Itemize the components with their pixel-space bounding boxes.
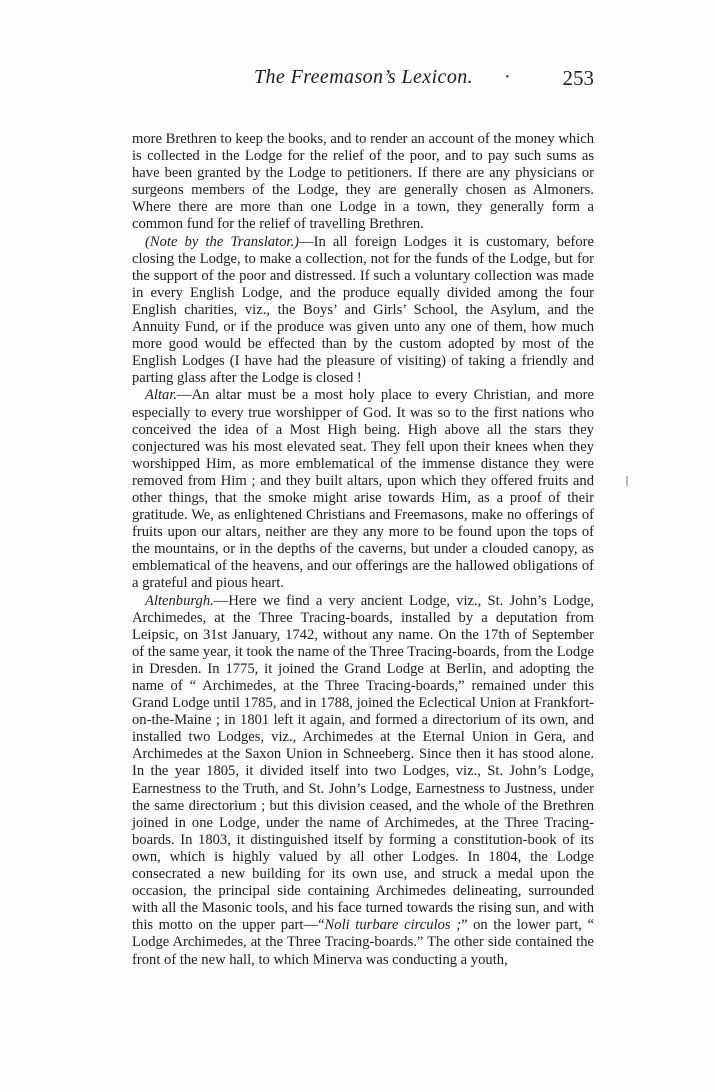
- paragraph-translator-note: [132, 234, 594, 388]
- entry-heading-altar: Altar.: [145, 387, 178, 404]
- page-number: 253: [562, 66, 594, 90]
- translator-note-lead: (Note by the Translator.): [145, 233, 299, 250]
- paragraph-text: —Here we find a very ancient Lodge, viz., St. John’s Lodge, Archimedes, at the Three Tracing-boards, installed by a deputation from Leipsic, on 31st January, 1742, without any name. On the 17th of September of the same year, it took the name of the Three Tracing-boards, from the Lodge in Dresden. In 1775, it joined the Grand Lodge at Berlin, and adopting the name of “ Archimedes, at the Three Tracing-boards,” remained under this Grand Lodge until 1785, and in 1788, joined the Eclectical Union at Frankfort-on-the-Maine ; in 1801 left it again, and formed a directorium of its own, and installed two Lodges, viz., Archimedes at the Eternal Union in Gera, and Archimedes at the Saxon Union in Schneeberg. Since then it has stood alone. In the year 1805, it divided itself into two Lodges, viz., St. John’s Lodge, Earnestness to the Truth, and St. John’s Lodge, Earnestness to Justness, under the same directorium ; but this division ceased, and the whole of the Brethren joined in one Lodge, under the name of Archimedes, at the Three Tracing-boards. In 1803, it distinguished itself by forming a constitution-book of its own, which is highly valued by all other Lodges. In 1804, the Lodge consecrated a new building for its own use, and struck a medal upon the occasion, the principal side containing Archimedes delineating, surrounded with all the Masonic tools, and his face turned towards the rising sun, and with this motto on the upper part—“: [132, 592, 594, 934]
- paragraph-text: ” on the lower part, “ Lodge Archimedes, at the Three Tracing-boards.” The other side contained the front of the new hall, to which Minerva was conducting a youth,: [132, 917, 594, 968]
- entry-altar: [132, 387, 594, 592]
- latin-motto: Noli turbare circulos ;: [324, 917, 462, 934]
- paragraph-almoners-continued: [132, 131, 594, 234]
- running-title: The Freemason’s Lexicon.: [254, 66, 474, 88]
- paragraph-text: more Brethren to keep the books, and to render an account of the money which is collected in the Lodge for the relief of the poor, and to pay such sums as have been granted by the Lodge to petitioners. If there are any physicians or surgeons members of the Lodge, they are generally chosen as Almoners. Where there are more than one Lodge in a town, they generally form a common fund for the relief of travelling Brethren.: [132, 131, 594, 233]
- header-separator: ·: [504, 66, 511, 88]
- body-text: [132, 131, 594, 969]
- paragraph-text: —In all foreign Lodges it is customary, before closing the Lodge, to make a collection, not for the funds of the Lodge, but for the support of the poor and distressed. If such a voluntary collection was made in every English Lodge, and the produce equally divided among the four English charities, viz., the Boys’ and Girls’ School, the Asylum, and the Annuity Fund, or if the produce was given unto any one of them, how much more good would be effected than by the custom adopted by most of the English Lodges (I have had the pleasure of visiting) of taking a friendly and parting glass after the Lodge is closed !: [132, 233, 594, 387]
- page-header: [132, 66, 594, 96]
- entry-altenburgh: [132, 593, 594, 969]
- print-speck: [626, 476, 628, 486]
- paragraph-text: —An altar must be a most holy place to every Christian, and more especially to every true worshipper of God. It was so to the first nations who conceived the idea of a Most High being. High above all the stars they conjectured was his most elevated seat. They fell upon their knees when they worshipped Him, as more emblematical of the immense distance they were removed from Him ; and they built altars, upon which they offered fruits and other things, that the smoke might arise towards Him, as a proof of their gratitude. We, as enlightened Christians and Freemasons, make no offerings of fruits upon our altars, neither are they any more to be found upon the tops of the mountains, or in the depths of the caverns, but under a clouded canopy, as emblematical of the heavens, and our offerings are the hallowed obligations of a grateful and pious heart.: [132, 387, 594, 592]
- entry-heading-altenburgh: Altenburgh.: [145, 592, 214, 609]
